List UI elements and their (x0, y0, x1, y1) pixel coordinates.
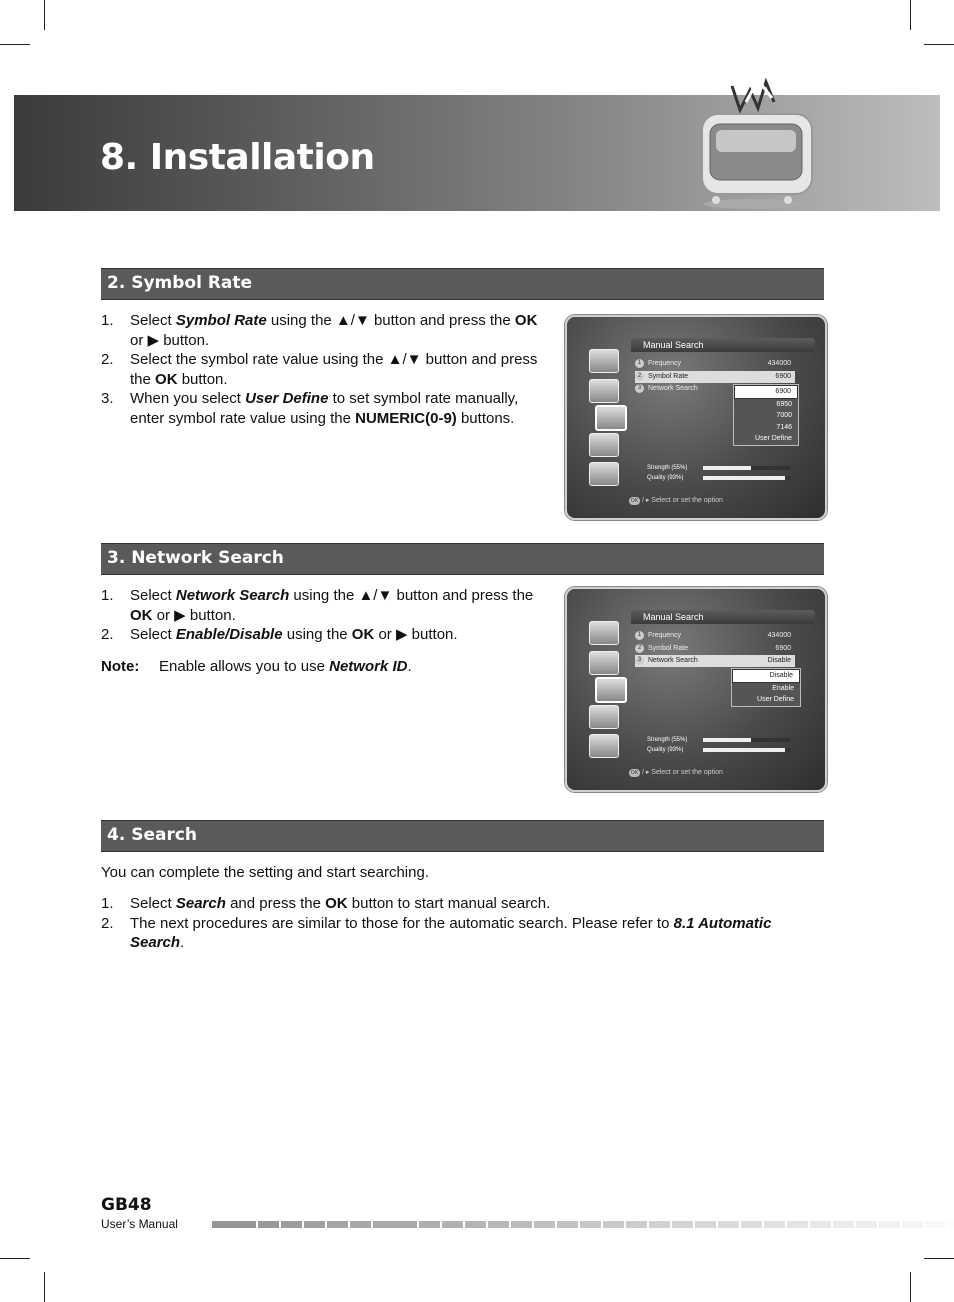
strength-meter: Strength (55%) (647, 463, 797, 473)
strip-segment (212, 1221, 256, 1228)
strip-segment (258, 1221, 279, 1228)
strip-segment (304, 1221, 325, 1228)
strip-segment (442, 1221, 463, 1228)
quality-meter: Quality (93%) (647, 745, 797, 755)
screen-title: Manual Search (631, 338, 815, 352)
screen-row: 2 Symbol Rate 6900 (635, 371, 795, 383)
strip-segment (672, 1221, 693, 1228)
screen-title: Manual Search (631, 610, 815, 624)
search-intro: You can complete the setting and start searching. (101, 864, 429, 881)
strip-segment (856, 1221, 877, 1228)
network-search-screenshot (565, 587, 827, 792)
strip-segment (902, 1221, 923, 1228)
screen-row: 1 Frequency 434000 (635, 358, 795, 370)
strip-segment (649, 1221, 670, 1228)
symbol-rate-steps (101, 311, 549, 429)
network-search-steps (101, 586, 549, 645)
strip-segment (580, 1221, 601, 1228)
strip-segment (879, 1221, 900, 1228)
strip-segment (948, 1221, 954, 1228)
strip-segment (626, 1221, 647, 1228)
strip-segment (534, 1221, 555, 1228)
network-search-dropdown: Disable Enable User Define (731, 668, 801, 707)
tv-mascot-icon (688, 72, 818, 212)
screen-row: 1 Frequency 434000 (635, 630, 795, 642)
strip-segment (488, 1221, 509, 1228)
strip-segment (557, 1221, 578, 1228)
strip-segment (350, 1221, 371, 1228)
search-icon (589, 433, 619, 457)
manual-search-icon (595, 405, 627, 431)
strength-meter: Strength (55%) (647, 735, 797, 745)
screen-row: 3 Network Search (635, 383, 795, 395)
section-heading-symbol-rate: 2. Symbol Rate (101, 268, 824, 300)
list-item: 1. Select Symbol Rate using the ▲/▼ button and press the OK or ▶ button. (101, 312, 538, 349)
strip-segment (810, 1221, 831, 1228)
decorative-strip (212, 1221, 954, 1228)
strip-segment (718, 1221, 739, 1228)
symbol-rate-screenshot (565, 315, 827, 520)
list-item: 3. When you select User Define to set symbol rate manually, enter symbol rate value using the NUMERIC(0-9) buttons. (101, 390, 519, 427)
symbol-rate-dropdown: 6900 6950 7000 7146 User Define (733, 384, 799, 446)
page-number: GB48 (101, 1195, 152, 1215)
list-item: 2. Select the symbol rate value using the ▲/▼ button and press the OK button. (101, 351, 538, 388)
network-search-note: Note: Enable allows you to use Network ID. (101, 658, 412, 675)
strip-segment (925, 1221, 946, 1228)
tools-icon (589, 462, 619, 486)
installation-icon (589, 621, 619, 645)
strip-segment (833, 1221, 854, 1228)
strip-segment (419, 1221, 440, 1228)
tools-icon (589, 734, 619, 758)
list-item: 2. Select Enable/Disable using the OK or ▶ button. (101, 626, 458, 644)
manual-search-icon (595, 677, 627, 703)
strip-segment (695, 1221, 716, 1228)
quality-meter: Quality (93%) (647, 473, 797, 483)
screen-help: OK / ▸ Select or set the option (630, 769, 723, 776)
strip-segment (787, 1221, 808, 1228)
list-item: 1. Select Network Search using the ▲/▼ button and press the OK or ▶ button. (101, 587, 534, 624)
strip-segment (603, 1221, 624, 1228)
search-steps (101, 894, 801, 953)
settings-icon (589, 379, 619, 403)
settings-icon (589, 651, 619, 675)
list-item: 2. The next procedures are similar to those for the automatic search. Please refer to 8.1 Automatic Search. (101, 914, 772, 952)
strip-segment (327, 1221, 348, 1228)
strip-segment (511, 1221, 532, 1228)
installation-icon (589, 349, 619, 373)
section-heading-network-search: 3. Network Search (101, 543, 824, 575)
strip-segment (373, 1221, 417, 1228)
strip-segment (741, 1221, 762, 1228)
section-heading-search: 4. Search (101, 820, 824, 852)
footer-label: User’s Manual (101, 1217, 178, 1231)
list-item: 1. Select Search and press the OK button to start manual search. (101, 895, 551, 912)
strip-segment (281, 1221, 302, 1228)
screen-row: 3 Network Search Disable (635, 655, 795, 667)
screen-row: 2 Symbol Rate 6900 (635, 643, 795, 655)
search-icon (589, 705, 619, 729)
strip-segment (465, 1221, 486, 1228)
strip-segment (764, 1221, 785, 1228)
chapter-title: 8. Installation (100, 137, 375, 178)
screen-help: OK / ▸ Select or set the option (630, 497, 723, 504)
